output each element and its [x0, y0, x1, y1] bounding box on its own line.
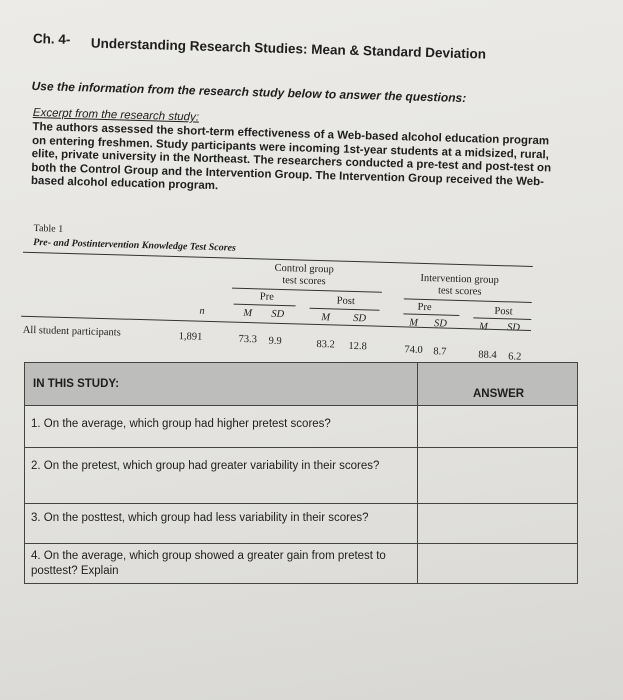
intervention-pre-rule: [403, 313, 459, 316]
control-post-sd: 12.8: [348, 340, 367, 353]
excerpt-text: The authors assessed the short-term effectiveness of a Web-based alcohol education program on entering freshmen. Study participants were incoming 1st-year students at a midsized, rural, elite, private university in the Northeast. The researchers conducted a pre-test and post-test on both the Control Group and the Intervention Group. The Intervention Group received the Web-based alcohol education program.: [30, 120, 552, 193]
answer-4-field[interactable]: [421, 545, 573, 581]
control-group-header: Control group: [274, 262, 334, 276]
intervention-post-sd: 6.2: [508, 351, 522, 363]
n-value: 1,891: [178, 331, 203, 343]
control-pre-mean: 73.3: [238, 333, 258, 346]
row-divider: [25, 447, 577, 448]
in-this-study-header: IN THIS STUDY:: [33, 378, 120, 390]
control-pre-rule: [234, 304, 296, 307]
intervention-pre-sd: 8.7: [433, 346, 447, 358]
question-4: 4. On the average, which group showed a greater gain from pretest to posttest? Explain: [31, 550, 386, 577]
instructions: Use the information from the research study below to answer the questions:: [31, 78, 467, 106]
control-post-rule: [309, 308, 379, 311]
answer-2-field[interactable]: [421, 449, 573, 501]
column-divider: [417, 363, 418, 583]
intervention-post-sd-header: SD: [506, 322, 521, 334]
control-group-subheader: test scores: [282, 274, 326, 288]
intervention-pre-mean: 74.0: [404, 344, 423, 356]
table-label: Table 1: [33, 223, 64, 235]
control-pre-sd-header: SD: [271, 308, 285, 321]
answer-header: ANSWER: [473, 388, 525, 400]
question-table: [24, 362, 578, 584]
intervention-pre-header: Pre: [417, 301, 432, 314]
answer-3-field[interactable]: [421, 505, 573, 541]
intervention-group-header: Intervention group: [420, 272, 499, 287]
intervention-post-header: Post: [494, 305, 513, 318]
n-header: n: [199, 305, 205, 317]
control-pre-m-header: M: [243, 307, 253, 320]
intervention-group-subheader: test scores: [437, 285, 482, 298]
question-2: 2. On the pretest, which group had greater variability in their scores?: [31, 460, 380, 472]
row-divider: [25, 543, 577, 544]
control-post-mean: 83.2: [316, 338, 336, 351]
table-title: Pre- and Postintervention Knowledge Test Scores: [33, 237, 237, 254]
control-post-header: Post: [336, 295, 355, 308]
question-3: 3. On the posttest, which group had less variability in their scores?: [31, 512, 369, 524]
control-post-sd-header: SD: [353, 312, 367, 325]
intervention-pre-m-header: M: [408, 317, 419, 329]
excerpt-label: Excerpt from the research study:: [32, 106, 200, 124]
control-post-m-header: M: [321, 312, 331, 324]
row-label: All student participants: [22, 324, 121, 339]
intervention-pre-sd-header: SD: [433, 318, 448, 330]
page-title: Understanding Research Studies: Mean & Standard Deviation: [90, 35, 487, 62]
intervention-post-mean: 88.4: [478, 349, 497, 362]
answer-1-field[interactable]: [421, 407, 573, 445]
intervention-post-rule: [473, 317, 531, 320]
control-pre-header: Pre: [259, 291, 274, 303]
control-pre-sd: 9.9: [268, 335, 282, 347]
chapter-label: Ch. 4-: [32, 30, 71, 47]
control-rule: [232, 288, 382, 293]
question-1: 1. On the average, which group had higher pretest scores?: [31, 418, 331, 430]
intervention-post-m-header: M: [478, 321, 488, 333]
row-divider: [25, 503, 577, 504]
row-divider: [25, 405, 577, 406]
